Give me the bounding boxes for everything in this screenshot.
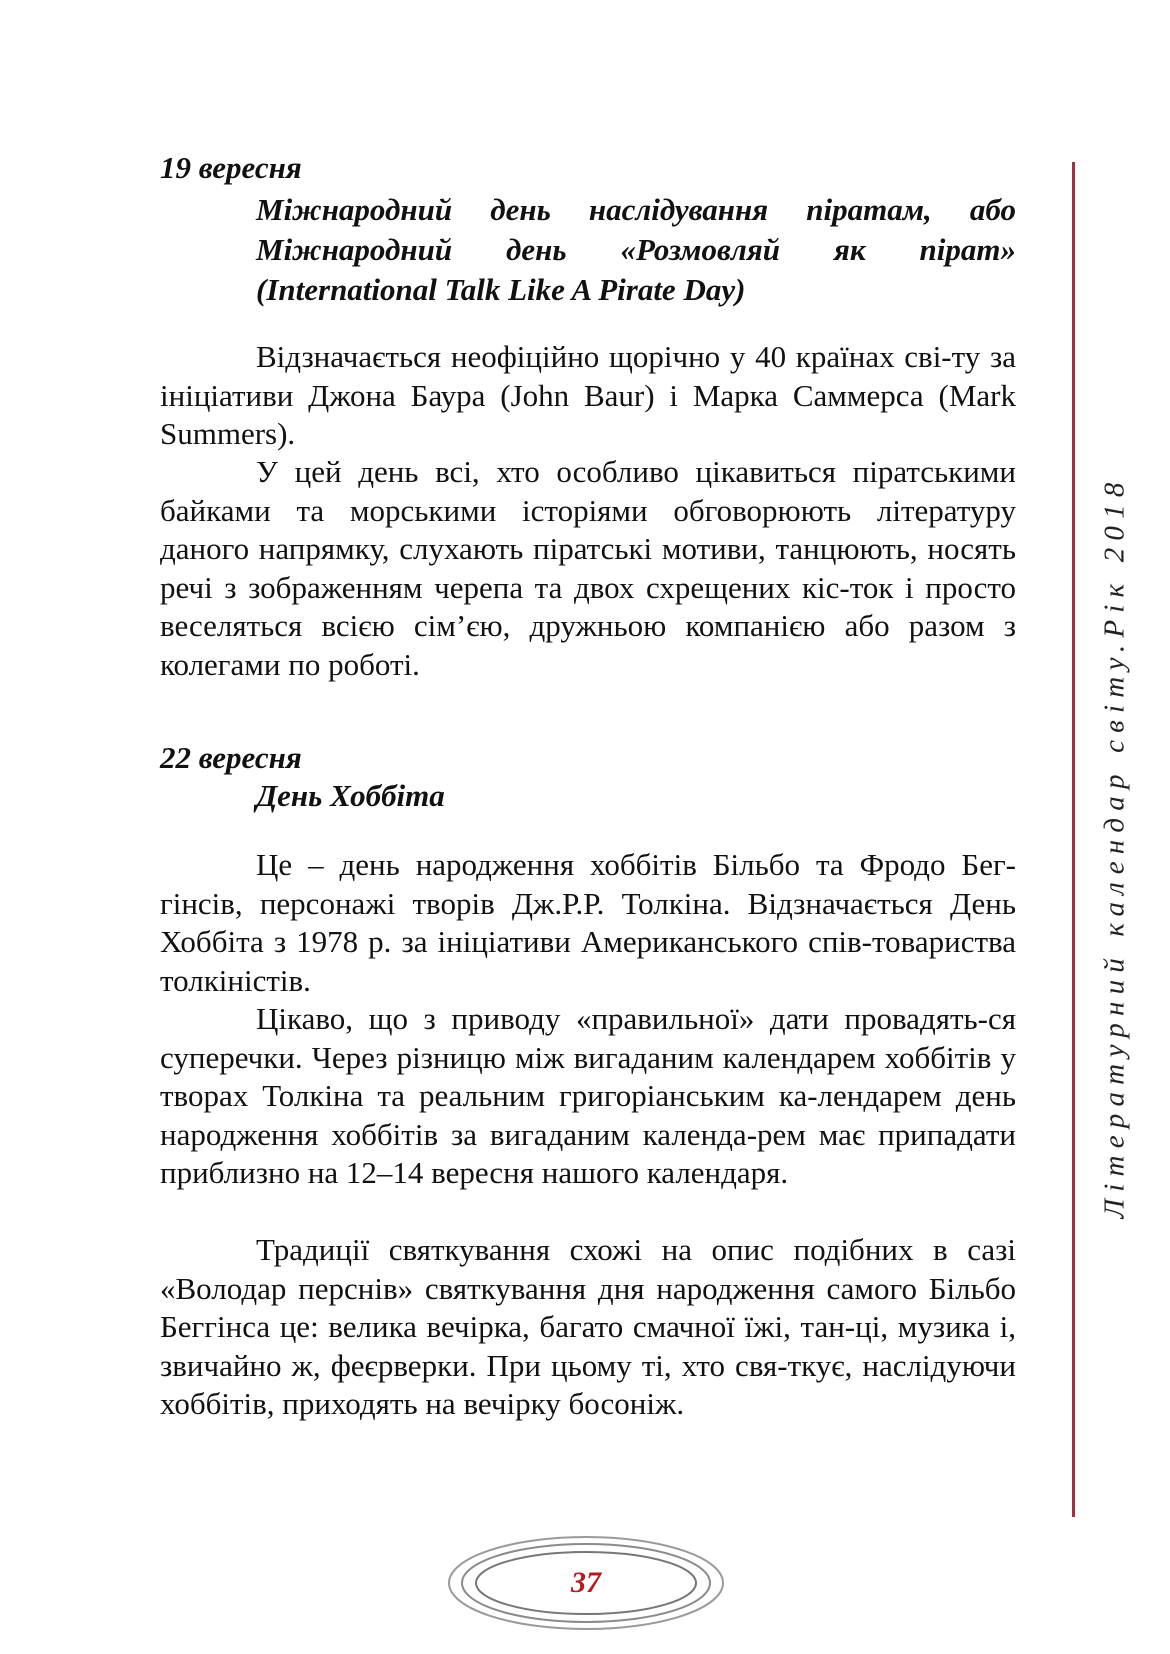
sidebar-divider-line [1072, 162, 1075, 1517]
section1-date: 19 вересня [160, 150, 302, 185]
section2-date: 22 вересня [160, 740, 302, 775]
section1-title-line1: Міжнародний день наслідування піратам, або [256, 192, 1016, 227]
sidebar-running-title: Літературний календар світу.Рік 2018 [1098, 475, 1131, 1219]
section1-title-line3: (International Talk Like A Pirate Day) [256, 272, 746, 307]
page-number-badge [446, 1531, 726, 1635]
section2-paragraph-3: Традиції святкування схожі на опис подібних в сазі «Володар перснів» святкування дня народження самого Більбо Беггінса це: велика вечірка, багато смачної їжі, тан-ці, музика і, звичайно ж, феєрверки. При цьому ті, хто свя-ткує, наслідуючи хоббітів, приходять на вечірку босоніж. [160, 1232, 1016, 1421]
section1-title [256, 190, 1016, 310]
page-number: 37 [571, 1566, 601, 1599]
section1-title-line2: Міжнародний день «Розмовляй як пірат» [256, 232, 1016, 267]
section2-paragraph-2: Цікаво, що з приводу «правильної» дати провадять-ся суперечки. Через різницю між вигаданим календарем хоббітів у творах Толкіна та реальним григоріанським ка-лендарем день народження хоббітів за вигаданим календа-рем має припадати приблизно на 12–14 вересня нашого календаря. [160, 1001, 1016, 1190]
section2-title-text: День Хоббіта [256, 778, 445, 813]
section2-title [256, 776, 1016, 816]
section1-paragraph-2: У цей день всі, хто особливо цікавиться піратськими байками та морськими історіями обговорюють літературу даного напрямку, слухають піратські мотиви, танцюють, носять речі з зображенням черепа та двох схрещених кіс-ток і просто веселяться всією сім’єю, дружньою компанією або разом з колегами по роботі. [160, 454, 1016, 682]
section1-paragraph-1: Відзначається неофіційно щорічно у 40 країнах сві-ту за ініціативи Джона Баура (John Baur) і Марка Саммерса (Mark Summers). [160, 339, 1016, 451]
section2-paragraph-1: Це – день народження хоббітів Більбо та Фродо Бег-гінсів, персонажі творів Дж.Р.Р. Толкіна. Відзначається День Хоббіта з 1978 р. за ініціативи Американського спів-товариства толкіністів. [160, 847, 1016, 998]
